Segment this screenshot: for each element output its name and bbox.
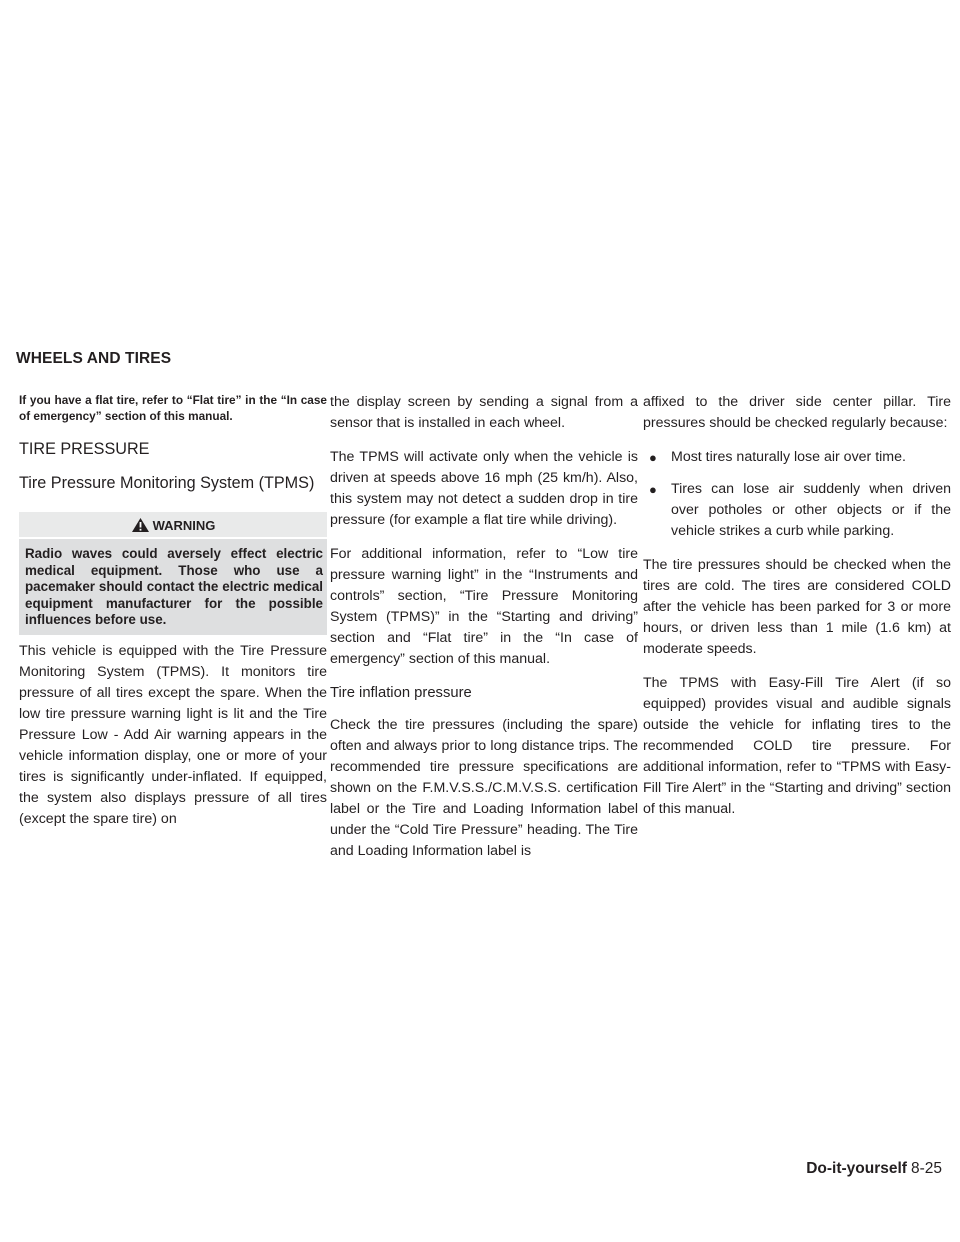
bullet-icon: ●: [649, 450, 657, 465]
heading-tire-pressure: TIRE PRESSURE: [19, 440, 150, 458]
additional-info-paragraph: For additional information, refer to “Low tire pressure warning light” in the “Instruments and controls” section, “Tire Pressure Monitoring System (TPMS)” in the “Starting and driving” section and “Flat tire” in the “In case of emergency” section of this manual.: [330, 546, 638, 667]
tpms-intro-paragraph: This vehicle is equipped with the Tire Pressure Monitoring System (TPMS). It monitors tire pressure of all tires except the spare. When the low tire pressure warning light is lit and the Tire Pressure Low - Add Air warning appears in the vehicle information display, one or more of your tires is significantly under-inflated. If equipped, the system also displays pressure of all tires (except the spare tire) on: [19, 642, 327, 827]
check-pressure-paragraph: Check the tire pressures (including the spare) often and always prior to long distance trips. The recommended tire pressure specifications are shown on the F.M.V.S.S./C.M.V.S.S. certification label or the Tire and Loading Information label under the “Cold Tire Pressure” heading. The Tire and Loading Information label is: [330, 717, 638, 859]
cold-tires-paragraph: The tire pressures should be checked when the tires are cold. The tires are considered COLD after the vehicle has been parked for 3 or more hours, or driven less than 1 mile (1.6 km) at moderate speeds.: [643, 557, 951, 657]
list-item: [643, 479, 951, 542]
display-screen-paragraph: the display screen by sending a signal from a sensor that is installed in each wheel.: [330, 394, 638, 431]
warning-triangle-icon: [131, 517, 150, 533]
list-item: [643, 447, 951, 468]
heading-tpms: Tire Pressure Monitoring System (TPMS): [19, 474, 315, 492]
list-item-text: Tires can lose air suddenly when driven over potholes or other objects or if the vehicle strikes a curb while parking.: [671, 481, 951, 539]
easy-fill-paragraph: The TPMS with Easy-Fill Tire Alert (if so equipped) provides visual and audible signals outside the vehicle for inflating tires to the recommended COLD tire pressure. For additional information, refer to “TPMS with Easy-Fill Tire Alert” in the “Starting and driving” section of this manual.: [643, 675, 951, 817]
warning-header: [19, 512, 327, 539]
list-item-text: Most tires naturally lose air over time.: [671, 449, 906, 465]
page-number: 8-25: [910, 1160, 942, 1177]
column-2: [330, 392, 638, 875]
warning-box: [19, 512, 327, 635]
heading-tire-inflation-pressure: Tire inflation pressure: [330, 685, 472, 701]
footer-section-name: Do-it-yourself: [806, 1160, 907, 1177]
column-3: [643, 392, 951, 833]
page-footer: [806, 1160, 942, 1178]
label-location-paragraph: affixed to the driver side center pillar. Tire pressures should be checked regularly because:: [643, 394, 951, 431]
bullet-icon: ●: [649, 482, 657, 497]
flat-tire-note: If you have a flat tire, refer to “Flat tire” in the “In case of emergency” section of this manual.: [19, 393, 327, 423]
reasons-list: [643, 447, 951, 542]
column-1: [19, 392, 327, 843]
warning-title: WARNING: [152, 517, 216, 533]
tpms-activation-paragraph: The TPMS will activate only when the vehicle is driven at speeds above 16 mph (25 km/h). Also, this system may not detect a sudden drop in tire pressure (for example a flat tire while driving).: [330, 449, 638, 528]
section-title: WHEELS AND TIRES: [16, 350, 172, 367]
warning-text: Radio waves could aversely effect electric medical equipment. Those who use a pacemaker should contact the electric medical equipment manufacturer for the possible influences before use.: [25, 546, 323, 628]
